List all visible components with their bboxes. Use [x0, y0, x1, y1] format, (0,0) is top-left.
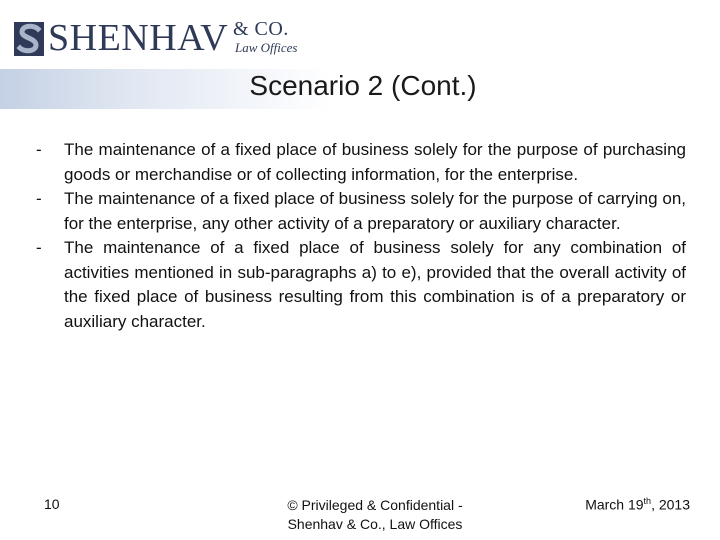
footer-date	[560, 496, 690, 513]
bullet-dash: -	[36, 189, 42, 208]
bullet-item	[36, 187, 686, 236]
bullet-item	[36, 236, 686, 334]
bullet-list	[36, 138, 686, 334]
footer-confidential-line2: Shenhav & Co., Law Offices	[287, 516, 463, 532]
logo-wordmark: SHENHAV	[48, 17, 229, 59]
footer-confidential	[250, 496, 500, 534]
company-logo	[14, 18, 304, 58]
bullet-item	[36, 138, 686, 187]
footer-date-year: , 2013	[651, 496, 690, 513]
page-number: 10	[44, 496, 60, 512]
bullet-text: The maintenance of a fixed place of business solely for the purpose of purchasing goods or merchandise or of collecting information, for the enterprise.	[64, 140, 686, 184]
shenhav-s-logo-icon	[14, 22, 44, 56]
footer-confidential-line1: © Privileged & Confidential -	[287, 497, 463, 513]
bullet-text: The maintenance of a fixed place of business solely for the purpose of carrying on, for the enterprise, any other activity of a preparatory or auxiliary character.	[64, 189, 686, 233]
bullet-text: The maintenance of a fixed place of business solely for any combination of activities mentioned in sub-paragraphs a) to e), provided that the overall activity of the fixed place of business resulting from this combination is of a preparatory or auxiliary character.	[64, 238, 686, 331]
logo-co-text: & CO.	[233, 18, 289, 40]
footer-date-prefix: March 19	[585, 496, 644, 513]
footer-date-suffix: th	[643, 496, 652, 506]
logo-subtitle: Law Offices	[235, 40, 298, 55]
bullet-dash: -	[36, 140, 42, 159]
slide-title: Scenario 2 (Cont.)	[249, 70, 477, 101]
bullet-dash: -	[36, 238, 42, 257]
